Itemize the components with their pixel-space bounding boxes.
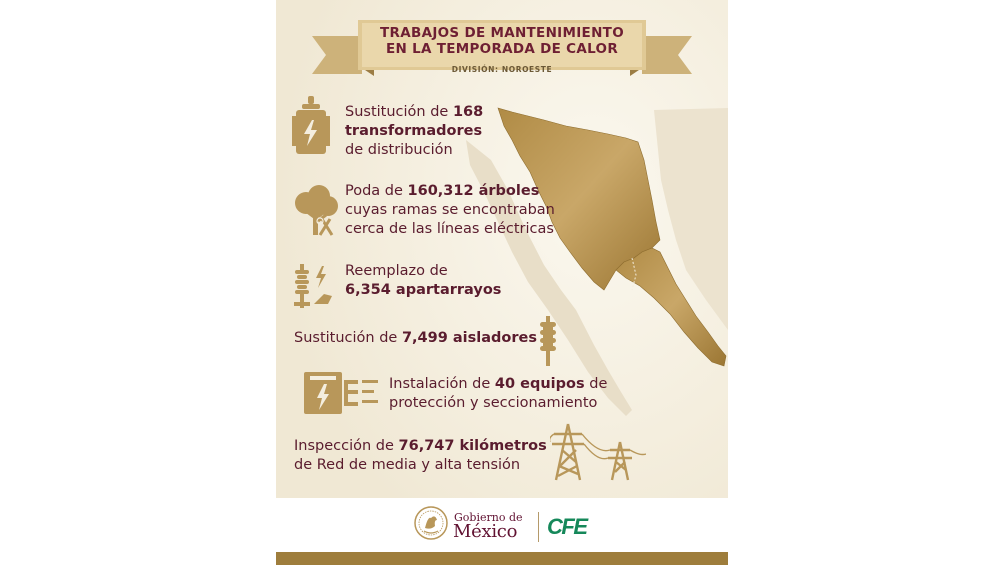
item-transformers-count: 168 — [452, 104, 484, 120]
item-inspection-line2: de Red de media y alta tensión — [294, 457, 521, 473]
gobierno-label: Gobierno de — [454, 511, 523, 524]
item-inspection-text — [294, 437, 547, 475]
item-equipment-text — [389, 375, 607, 413]
footer-divider — [538, 512, 539, 542]
title-line-2: EN LA TEMPORADA DE CALOR — [385, 41, 619, 57]
item-insulators-pre: Sustitución de — [294, 330, 402, 346]
tree-pruning-icon — [292, 185, 340, 239]
bottom-bar — [276, 552, 728, 565]
item-equipment-line2: protección y seccionamiento — [389, 395, 598, 411]
item-transformers-line2: transformadores — [345, 123, 483, 139]
item-arresters-line1: Reemplazo de — [345, 263, 448, 279]
item-arresters-text — [345, 262, 501, 300]
item-trees-line3: cerca de las líneas eléctricas — [345, 221, 554, 237]
item-inspection-pre: Inspección de — [294, 438, 399, 454]
title-line-1: TRABAJOS DE MANTENIMIENTO — [380, 25, 624, 41]
lightning-arrester-icon — [292, 264, 338, 308]
mexico-seal-icon — [414, 506, 448, 540]
transmission-tower-icon — [550, 420, 646, 484]
item-equipment-pre: Instalación de — [389, 376, 495, 392]
footer — [276, 498, 728, 552]
insulator-icon — [538, 316, 558, 366]
item-insulators-count: 7,499 aisladores — [401, 330, 537, 346]
mexico-label: México — [453, 521, 518, 542]
division-subtitle: DIVISIÓN: NOROESTE — [451, 65, 553, 74]
protection-equipment-icon — [304, 370, 380, 416]
infographic-poster — [276, 0, 728, 565]
item-trees-count: 160,312 árboles — [407, 183, 540, 199]
item-insulators-text — [294, 329, 537, 348]
item-trees-text — [345, 182, 555, 239]
item-transformers-pre: Sustitución de — [345, 104, 453, 120]
transformer-icon — [290, 96, 332, 158]
item-equipment-post: de — [584, 376, 608, 392]
item-inspection-count: 76,747 kilómetros — [398, 438, 547, 454]
item-arresters-count: 6,354 apartarrayos — [345, 282, 502, 298]
item-trees-line2: cuyas ramas se encontraban — [345, 202, 555, 218]
item-transformers-text — [345, 103, 483, 160]
item-trees-pre: Poda de — [345, 183, 408, 199]
item-transformers-line3: de distribución — [345, 142, 453, 158]
item-equipment-count: 40 equipos — [494, 376, 585, 392]
division-map — [276, 0, 728, 565]
cfe-logo: CFE — [547, 514, 587, 539]
sinaloa-region — [616, 248, 726, 366]
